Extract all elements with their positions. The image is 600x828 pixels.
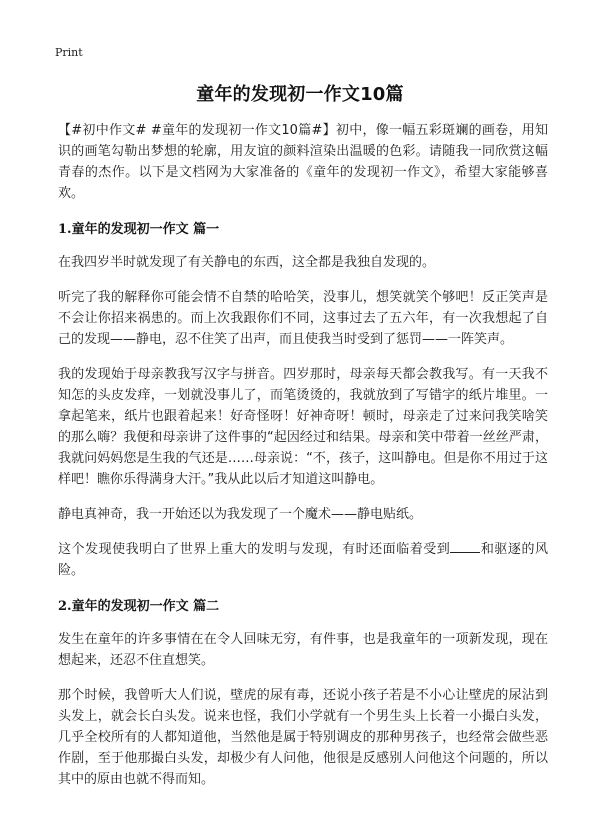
print-link[interactable]: Print [55, 46, 83, 59]
paragraph: 听完了我的解释你可能会情不自禁的哈哈笑，没事儿，想笑就笑个够吧！反正笑声是不会让你招来祸患的。而上次我跟你们不同，这事过去了五六年，有一次我想起了自己的发现——静电，忍不住笑了出声，而且使我当时受到了惩罚——一阵笑声。 [58, 290, 548, 347]
paragraph: 静电真神奇，我一开始还以为我发现了一个魔术——静电贴纸。 [58, 507, 423, 522]
page-title: 童年的发现初一作文10篇 [196, 84, 404, 105]
paragraph-with-blank [58, 539, 548, 581]
paragraph-text: 这个发现使我明白了世界上重大的发明与发现，有时还面临着受到 [58, 542, 451, 557]
paragraph: 在我四岁半时就发现了有关静电的东西，这全都是我独自发现的。 [58, 255, 436, 270]
paragraph: 发生在童年的许多事情在在令人回味无穷，有件事，也是我童年的一项新发现，现在想起来，还忍不住直想笑。 [58, 632, 548, 668]
fill-in-blank [450, 540, 480, 553]
intro-paragraph: 【#初中作文# #童年的发现初一作文10篇#】初中，像一幅五彩斑斓的画卷，用知识的画笔勾勒出梦想的轮廓，用友谊的颜料渲染出温暖的色彩。请随我一同欣赏这幅青春的杰作。以下是文档网为大家准备的《童年的发现初一作文》，希望大家能够喜欢。 [58, 123, 548, 201]
paragraph: 我的发现始于母亲教我写汉字与拼音。四岁那时，母亲每天都会教我写。有一天我不知怎的头皮发痒，一划就没事儿了，而笔烫烫的，我就放到了写错字的纸片堆里。一拿起笔来，纸片也跟着起来！好奇怪呀！好神奇呀！顿时，母亲走了过来问我笑啥笑的那么嗨？我便和母亲讲了这件事的“起因经过和结果。母亲和笑中带着一丝丝严肃，我就问妈妈您是生我的气还是……母亲说：“不，孩子，这叫静电。但是你不用过于这样吧！瞧你乐得满身大汗。”我从此以后才知道这叫静电。 [58, 367, 548, 487]
article-body [58, 120, 548, 790]
section-heading-1: 1.童年的发现初一作文 篇一 [58, 222, 220, 237]
paragraph-text: 和驱逐的风险。 [58, 542, 548, 578]
section-heading-2: 2.童年的发现初一作文 篇二 [58, 599, 220, 614]
paragraph: 那个时候，我曾听大人们说，壁虎的尿有毒，还说小孩子若是不小心让壁虎的尿沾到头发上，就会长白头发。说来也怪，我们小学就有一个男生头上长着一小撮白头发，几乎全校所有的人都知道他，当然他是属于特别调皮的那种男孩子，也经常会做些恶作剧，至于他那撮白头发，却极少有人问他，他很是反感别人问他这个问题的，所以其中的原由也就不得而知。 [58, 688, 548, 787]
